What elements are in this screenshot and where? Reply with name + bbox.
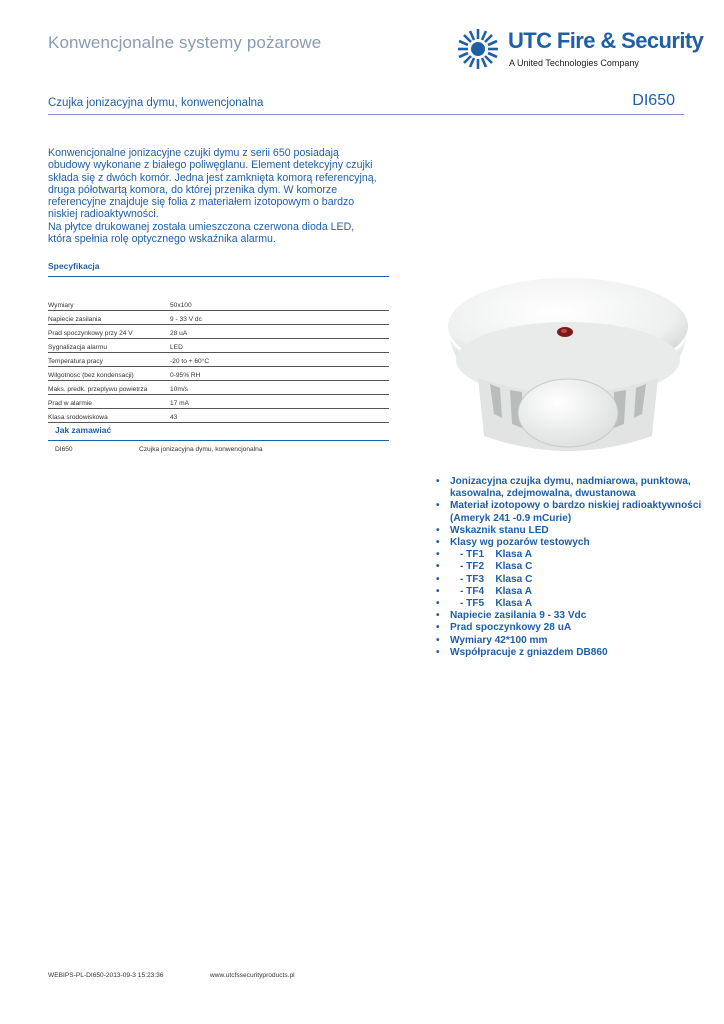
product-code: DI650: [632, 92, 675, 109]
bullet: •: [436, 561, 440, 573]
feature-item: • - TF2 Klasa C: [436, 561, 533, 573]
order-description: Czujka jonizacyjna dymu, konwencjonalna: [139, 446, 263, 453]
feature-item: • Wskaznik stanu LED: [436, 524, 549, 536]
intro-paragraph-1: Konwencjonalne jonizacyjne czujki dymu z serii 650 posiadają obudowy wykonane z białego poliwęglanu. Element detekcyjny czujki składa się z dwóch komór. Jedna jest zamknięta komorą referencyjną, druga półotwartą komora, do której przenika dym. W komorze referencyjne znajduje się folia z materiałem izotopowym o bardzo niskiej radioaktywności.: [48, 147, 377, 221]
bullet: •: [436, 573, 440, 585]
feature-item: • Jonizacyjna czujka dymu, nadmiarowa, punktowa,: [436, 476, 691, 487]
spec-value: 10m/s: [170, 386, 188, 393]
feature-item: • - TF4 Klasa A: [436, 585, 532, 597]
spec-divider: [48, 276, 389, 277]
spec-key: Temperatura pracy: [48, 358, 103, 365]
bullet: •: [436, 549, 440, 561]
spec-value: 43: [170, 414, 178, 421]
feature-item: • Współpracuje z gniazdem DB860: [436, 646, 608, 658]
utc-globe-icon: [456, 28, 500, 70]
spec-row: [48, 293, 389, 311]
spec-key: Prad w alarmie: [48, 400, 92, 407]
bullet: •: [436, 634, 440, 646]
spec-key: Wymiary: [48, 302, 74, 309]
bullet: •: [436, 598, 440, 610]
spec-row: [48, 409, 389, 423]
spec-key: Prad spoczynkowy przy 24 V: [48, 330, 133, 337]
header-divider: [48, 114, 684, 115]
spec-value: 9 - 33 V dc: [170, 316, 202, 323]
order-code: DI650: [55, 446, 73, 453]
feature-item: • - TF3 Klasa C: [436, 573, 533, 585]
product-subtitle: Czujka jonizacyjna dymu, konwencjonalna: [48, 97, 264, 109]
spec-section-title: Specyfikacja: [48, 261, 100, 271]
spec-value: 0-95% RH: [170, 372, 201, 379]
spec-value: 28 uA: [170, 330, 188, 337]
bullet: •: [436, 476, 440, 487]
spec-value: -20 to + 60°C: [170, 358, 210, 365]
page-header-title: Konwencjonalne systemy pożarowe: [48, 33, 322, 52]
feature-item: • - TF5 Klasa A: [436, 598, 532, 610]
spec-row: [48, 311, 389, 325]
spec-key: Napiecie zasilania: [48, 316, 102, 323]
order-section-title: Jak zamawiać: [55, 425, 112, 435]
footer-doc-id: WEBIPS-PL-DI650-2013-09-3 15:23:36: [48, 972, 164, 979]
spec-value: LED: [170, 344, 183, 351]
feature-item: • Prad spoczynkowy 28 uA: [436, 622, 572, 634]
order-divider: [48, 440, 389, 441]
bullet: •: [436, 537, 440, 549]
spec-row: [48, 395, 389, 409]
spec-key: Wilgotnosc (bez kondensacji): [48, 372, 134, 379]
feature-item: • Napiecie zasilania 9 - 33 Vdc: [436, 610, 587, 622]
spec-row: [48, 325, 389, 339]
feature-item: • Materiał izotopowy o bardzo niskiej radioaktywności: [436, 500, 702, 512]
spec-value: 17 mA: [170, 400, 190, 407]
bullet: •: [436, 610, 440, 622]
bullet: •: [436, 524, 440, 536]
bullet: •: [436, 585, 440, 597]
spec-row: [48, 367, 389, 381]
logo-subtitle: A United Technologies Company: [509, 58, 639, 68]
spec-key: Maks. predk. przeplywu powietrza: [48, 386, 148, 393]
bullet: •: [436, 500, 440, 512]
footer-url[interactable]: www.utcfssecurityproducts.pl: [210, 972, 295, 979]
spec-key: Klasa srodowiskowa: [48, 414, 108, 421]
feature-item: • Wymiary 42*100 mm: [436, 634, 548, 646]
smoke-detector-image: [440, 268, 692, 468]
feature-list: [436, 476, 724, 659]
spec-row: [48, 353, 389, 367]
feature-item: kasowalna, zdejmowalna, dwustanowa: [450, 488, 636, 500]
utc-logo: [456, 28, 704, 72]
spec-key: Sygnalizacja alarmu: [48, 344, 108, 351]
spec-row: [48, 381, 389, 395]
spec-table: [48, 293, 389, 423]
spec-row: [48, 339, 389, 353]
feature-item: (Ameryk 241 -0.9 mCurie): [450, 512, 572, 524]
bullet: •: [436, 646, 440, 658]
feature-item: • - TF1 Klasa A: [436, 549, 532, 561]
intro-text: [48, 147, 378, 245]
bullet: •: [436, 622, 440, 634]
logo-brand-text: UTC Fire & Security: [508, 28, 704, 53]
spec-value: 50x100: [170, 302, 192, 309]
feature-item: • Klasy wg pozarów testowych: [436, 537, 590, 549]
intro-paragraph-2: Na płytce drukowanej została umieszczona czerwona dioda LED, która spełnia rolę optycznego wskaźnika alarmu.: [48, 220, 355, 246]
order-row: [55, 446, 263, 453]
